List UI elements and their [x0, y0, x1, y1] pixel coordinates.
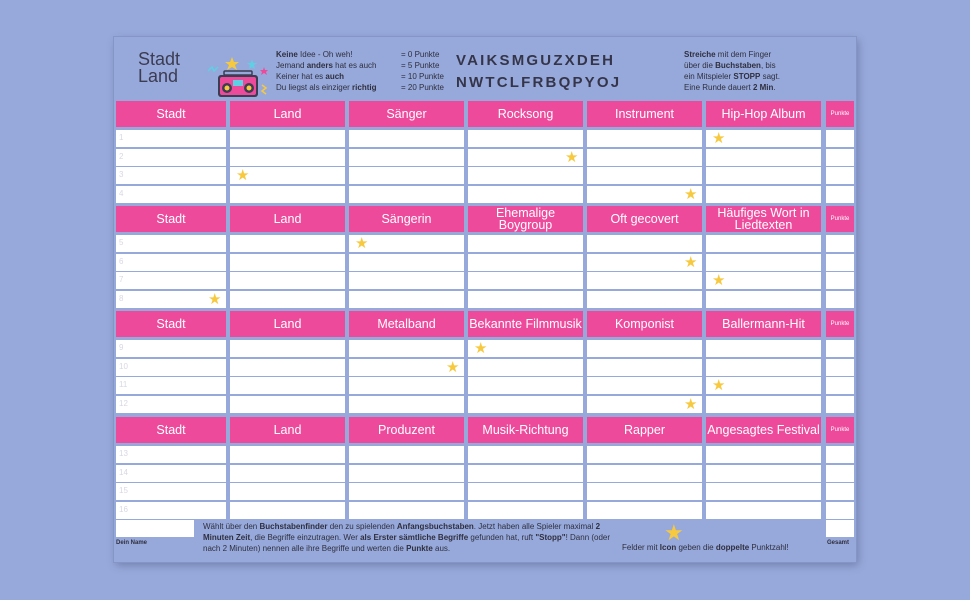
points-cell[interactable] — [826, 483, 854, 500]
scoring-rules: Keine Idee - Oh weh! Jemand anders hat es auch Keiner hat es auch Du liegst als einziger richtig — [276, 50, 377, 92]
row-number: 12 — [119, 398, 128, 408]
category-header: Stadt — [116, 101, 226, 127]
answer-cell[interactable] — [706, 502, 821, 519]
star-icon: ★ — [208, 290, 222, 308]
answer-cell[interactable] — [349, 254, 464, 271]
answer-cell[interactable] — [349, 377, 464, 394]
category-header: Ballermann-Hit — [706, 311, 821, 337]
points-cell[interactable] — [826, 272, 854, 289]
game-sheet — [114, 37, 856, 562]
answer-cell[interactable] — [116, 465, 226, 482]
answer-cell[interactable] — [587, 167, 702, 184]
answer-cell[interactable] — [116, 502, 226, 519]
points-cell[interactable] — [826, 149, 854, 166]
answer-cell[interactable] — [349, 396, 464, 413]
answer-cell[interactable] — [116, 167, 226, 184]
answer-cell[interactable] — [230, 377, 345, 394]
points-header: Punkte — [826, 101, 854, 127]
answer-cell[interactable] — [230, 235, 345, 252]
category-header: Land — [230, 311, 345, 337]
answer-cell[interactable] — [706, 396, 821, 413]
star-icon: ★ — [712, 377, 726, 395]
row-number: 4 — [119, 188, 124, 198]
row-number: 16 — [119, 504, 128, 514]
answer-cell[interactable] — [349, 340, 464, 357]
category-header: Sänger — [349, 101, 464, 127]
row-number: 7 — [119, 275, 124, 285]
points-cell[interactable] — [826, 359, 854, 376]
points-cell[interactable] — [826, 167, 854, 184]
answer-cell[interactable] — [230, 291, 345, 308]
points-cell[interactable] — [826, 502, 854, 519]
answer-cell[interactable] — [230, 340, 345, 357]
footer-instructions: Wählt über den Buchstabenfinder den zu spielenden Anfangsbuchstaben. Jetzt haben alle Spieler maximal 2 Minuten Zeit, die Begriffe einzutragen. Wer als Erster sämtliche Begriffe gefunden hat, ruft "Stopp"! Dann (oder nach 2 Minuten) nennen alle ihre Begriffe und werten die Punkte aus. — [203, 522, 611, 553]
row-number: 3 — [119, 170, 124, 180]
answer-cell[interactable] — [587, 446, 702, 463]
letter-finder[interactable] — [456, 50, 621, 94]
answer-cell[interactable] — [230, 186, 345, 203]
letter-row-1[interactable]: VAIKSMGUZXDEH — [456, 52, 616, 69]
answer-cell[interactable] — [706, 167, 821, 184]
points-cell[interactable] — [826, 235, 854, 252]
answer-cell[interactable] — [230, 502, 345, 519]
category-header: Sängerin — [349, 206, 464, 232]
instructions: Streiche mit dem Finger über die Buchstaben, bis ein Mitspieler STOPP sagt. Eine Runde dauert 2 Min. — [684, 50, 780, 92]
answer-cell[interactable] — [116, 359, 226, 376]
row-number: 11 — [119, 380, 128, 390]
answer-cell[interactable] — [468, 235, 583, 252]
answer-cell[interactable] — [116, 340, 226, 357]
answer-cell[interactable] — [230, 359, 345, 376]
answer-cell[interactable] — [706, 149, 821, 166]
star-icon: ★ — [684, 253, 698, 271]
letter-row-2[interactable]: NWTCLFRBQPYOJ — [456, 74, 622, 91]
total-input[interactable] — [826, 520, 854, 537]
category-header: Bekannte Filmmusik — [468, 311, 583, 337]
row-number: 10 — [119, 361, 128, 371]
category-header: Rapper — [587, 417, 702, 443]
answer-cell[interactable] — [468, 167, 583, 184]
answer-cell[interactable] — [116, 149, 226, 166]
answer-cell[interactable] — [468, 446, 583, 463]
answer-cell[interactable] — [468, 377, 583, 394]
category-header: Stadt — [116, 206, 226, 232]
points-cell[interactable] — [826, 340, 854, 357]
category-header: Produzent — [349, 417, 464, 443]
star-icon: ★ — [236, 167, 250, 185]
answer-cell[interactable] — [116, 130, 226, 147]
row-number: 9 — [119, 343, 124, 352]
answer-cell[interactable] — [349, 186, 464, 203]
answer-cell[interactable] — [349, 483, 464, 500]
category-header: Angesagtes Festival — [706, 417, 821, 443]
answer-cell[interactable] — [349, 130, 464, 147]
answer-cell[interactable] — [706, 291, 821, 308]
answer-cell[interactable] — [349, 446, 464, 463]
star-icon: ★ — [664, 520, 684, 545]
answer-cell[interactable] — [587, 130, 702, 147]
category-header: Metalband — [349, 311, 464, 337]
answer-cell[interactable] — [587, 340, 702, 357]
star-icon: ★ — [684, 185, 698, 203]
answer-cell[interactable] — [468, 396, 583, 413]
points-column: = 0 Punkte = 5 Punkte = 10 Punkte = 20 Punkte — [401, 50, 444, 92]
answer-cell[interactable] — [349, 272, 464, 289]
row-number: 15 — [119, 486, 128, 496]
answer-cell[interactable] — [349, 167, 464, 184]
answer-cell[interactable] — [587, 272, 702, 289]
name-label: Dein Name — [116, 540, 148, 546]
answer-cell[interactable] — [230, 272, 345, 289]
answer-cell[interactable] — [230, 465, 345, 482]
answer-cell[interactable] — [587, 149, 702, 166]
answer-cell[interactable] — [116, 446, 226, 463]
answer-cell[interactable] — [468, 130, 583, 147]
row-number: 8 — [119, 293, 124, 303]
star-icon: ★ — [684, 395, 698, 413]
row-number: 2 — [119, 151, 124, 161]
category-header: Komponist — [587, 311, 702, 337]
answer-cell[interactable] — [706, 446, 821, 463]
points-cell[interactable] — [826, 465, 854, 482]
category-header: Stadt — [116, 311, 226, 337]
points-cell[interactable] — [826, 377, 854, 394]
answer-cell[interactable] — [349, 465, 464, 482]
points-cell[interactable] — [826, 291, 854, 308]
boombox-icon — [204, 55, 274, 101]
answer-cell[interactable] — [230, 254, 345, 271]
star-icon: ★ — [474, 340, 488, 357]
category-header: Ehemalige Boygroup — [468, 206, 583, 232]
answer-cell[interactable] — [587, 291, 702, 308]
answer-cell[interactable] — [706, 465, 821, 482]
points-header: Punkte — [826, 206, 854, 232]
row-number: 1 — [119, 133, 124, 142]
answer-cell[interactable] — [706, 254, 821, 271]
category-header: Rocksong — [468, 101, 583, 127]
answer-cell[interactable] — [587, 235, 702, 252]
logo: Stadt Land — [138, 49, 181, 86]
category-header: Land — [230, 417, 345, 443]
category-header: Oft gecovert — [587, 206, 702, 232]
answer-cell[interactable] — [468, 254, 583, 271]
answer-cell[interactable] — [587, 377, 702, 394]
answer-cell[interactable] — [468, 272, 583, 289]
star-icon: ★ — [355, 235, 369, 252]
answer-cell[interactable] — [706, 186, 821, 203]
answer-cell[interactable] — [230, 149, 345, 166]
category-header: Land — [230, 206, 345, 232]
row-number: 13 — [119, 449, 128, 458]
star-icon: ★ — [712, 130, 726, 147]
answer-cell[interactable] — [468, 502, 583, 519]
answer-cell[interactable] — [230, 446, 345, 463]
answer-cell[interactable] — [349, 149, 464, 166]
sheet-footer — [114, 519, 856, 562]
answer-cell[interactable] — [116, 254, 226, 271]
answer-cell[interactable] — [587, 483, 702, 500]
answer-cell[interactable] — [706, 359, 821, 376]
answer-cell[interactable] — [468, 465, 583, 482]
double-points-note: Felder mit Icon geben die doppelte Punktzahl! — [622, 543, 789, 552]
category-header: Häufiges Wort in Liedtexten — [706, 206, 821, 232]
answer-cell[interactable] — [116, 272, 226, 289]
answer-cell[interactable] — [230, 396, 345, 413]
star-icon: ★ — [565, 148, 579, 166]
points-cell[interactable] — [826, 396, 854, 413]
answer-cell[interactable] — [349, 291, 464, 308]
star-icon: ★ — [446, 358, 460, 376]
answer-cell[interactable] — [116, 377, 226, 394]
answer-cell[interactable] — [706, 235, 821, 252]
answer-cell[interactable] — [468, 359, 583, 376]
points-header: Punkte — [826, 417, 854, 443]
points-cell[interactable] — [826, 254, 854, 271]
points-cell[interactable] — [826, 130, 854, 147]
answer-cell[interactable] — [587, 465, 702, 482]
answer-cell[interactable] — [587, 502, 702, 519]
answer-cell[interactable] — [587, 359, 702, 376]
answer-cell[interactable] — [706, 340, 821, 357]
answer-cell[interactable] — [230, 130, 345, 147]
answer-cell[interactable] — [230, 483, 345, 500]
row-number: 6 — [119, 256, 124, 266]
answer-cell[interactable] — [349, 502, 464, 519]
star-icon: ★ — [712, 272, 726, 290]
row-number: 5 — [119, 238, 124, 247]
answer-cell[interactable] — [116, 235, 226, 252]
category-header: Instrument — [587, 101, 702, 127]
category-header: Hip-Hop Album — [706, 101, 821, 127]
total-label: Gesamt — [827, 540, 850, 546]
answer-cell[interactable] — [468, 291, 583, 308]
points-cell[interactable] — [826, 446, 854, 463]
category-header: Stadt — [116, 417, 226, 443]
points-cell[interactable] — [826, 186, 854, 203]
answer-cell[interactable] — [116, 483, 226, 500]
row-number: 14 — [119, 467, 128, 477]
category-header: Musik-Richtung — [468, 417, 583, 443]
answer-cell[interactable] — [468, 186, 583, 203]
answer-cell[interactable] — [706, 483, 821, 500]
answer-cell[interactable] — [116, 396, 226, 413]
name-input[interactable] — [116, 520, 194, 537]
sheet-header — [114, 37, 856, 101]
answer-cell[interactable] — [116, 186, 226, 203]
points-header: Punkte — [826, 311, 854, 337]
category-header: Land — [230, 101, 345, 127]
answer-cell[interactable] — [468, 483, 583, 500]
